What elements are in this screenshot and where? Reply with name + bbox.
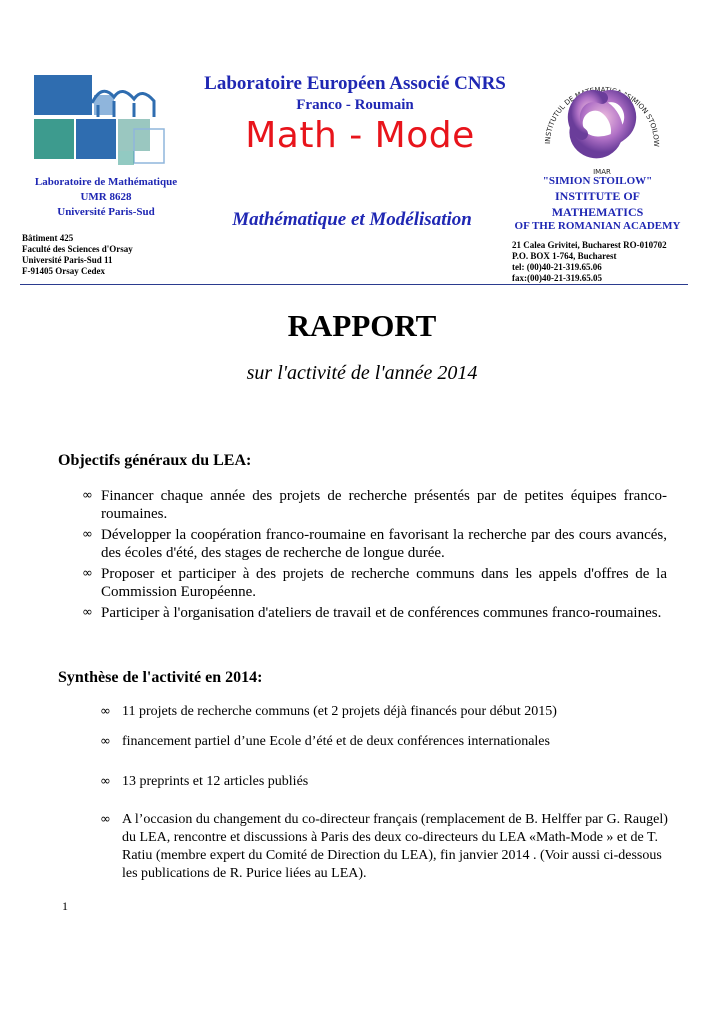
infinity-bullet-icon: ∞ bbox=[100, 812, 111, 827]
address-line: fax:(00)40-21-319.65.05 bbox=[512, 273, 602, 283]
infinity-bullet-icon: ∞ bbox=[82, 605, 93, 620]
list-item bbox=[100, 811, 670, 883]
page-subtitle: sur l'activité de l'année 2014 bbox=[246, 362, 478, 384]
synthesis-list bbox=[100, 703, 670, 883]
section-heading-objectives: Objectifs généraux du LEA: bbox=[58, 452, 252, 469]
list-item-text: Développer la coopération franco-roumaine en favorisant la recherche par des cours avancés, des écoles d'été, des stages de recherche de longue durée. bbox=[101, 527, 667, 561]
lab-title: Laboratoire Européen Associé CNRS bbox=[204, 73, 506, 94]
right-institution bbox=[510, 175, 685, 233]
address-line: Université Paris-Sud 11 bbox=[22, 255, 113, 265]
list-item bbox=[100, 773, 670, 791]
list-item bbox=[100, 733, 670, 751]
left-institution bbox=[20, 175, 192, 220]
address-line: 21 Calea Grivitei, Bucharest RO-010702 bbox=[512, 240, 667, 250]
imar-ring-text: INSTITUTUL DE MATEMATICA "SIMION STOILOW bbox=[543, 85, 661, 147]
address-line: F-91405 Orsay Cedex bbox=[22, 266, 105, 276]
infinity-bullet-icon: ∞ bbox=[82, 488, 93, 503]
list-item bbox=[100, 703, 670, 721]
left-institution-line: Laboratoire de Mathématique bbox=[34, 176, 178, 188]
list-item-text: Proposer et participer à des projets de recherche communs dans les appels d'offres de la Commission Européenne. bbox=[101, 566, 667, 600]
objectives-list bbox=[82, 487, 667, 625]
list-item-text: financement partiel d’une Ecole d’été et de deux conférences internationales bbox=[122, 734, 550, 749]
right-institution-line: OF THE ROMANIAN ACADEMY bbox=[514, 220, 681, 232]
imar-logo bbox=[528, 70, 676, 180]
address-line: tel: (00)40-21-319.65.06 bbox=[512, 262, 602, 272]
left-address bbox=[22, 233, 202, 277]
right-institution-line: MATHEMATICS bbox=[551, 205, 644, 219]
cnrs-lab-logo bbox=[30, 73, 180, 171]
list-item-text: Financer chaque année des projets de recherche présentés par de petites équipes franco-roumaines. bbox=[101, 488, 667, 522]
list-item bbox=[82, 565, 667, 601]
list-item-text: 13 preprints et 12 articles publiés bbox=[122, 774, 309, 789]
left-institution-line: UMR 8628 bbox=[80, 191, 132, 203]
header-divider bbox=[20, 284, 688, 285]
right-address bbox=[512, 240, 692, 284]
section-heading-synthesis: Synthèse de l'activité en 2014: bbox=[58, 669, 263, 686]
right-institution-line: INSTITUTE OF bbox=[554, 189, 641, 203]
list-item bbox=[82, 526, 667, 562]
infinity-bullet-icon: ∞ bbox=[82, 566, 93, 581]
page-title: RAPPORT bbox=[287, 308, 437, 343]
page-number: 1 bbox=[62, 899, 68, 913]
infinity-bullet-icon: ∞ bbox=[100, 704, 111, 719]
infinity-bullet-icon: ∞ bbox=[82, 527, 93, 542]
address-line: Bâtiment 425 bbox=[22, 233, 74, 243]
infinity-bullet-icon: ∞ bbox=[100, 734, 111, 749]
lab-subtitle: Franco - Roumain bbox=[296, 97, 414, 113]
list-item-text: A l’occasion du changement du co-directeur français (remplacement de B. Helffer par G. Raugel) du LEA, rencontre et discussions à Paris des deux co-directeurs du LEA «Math-Mode » et de T. Ratiu (membre expert du Comité de Direction du LEA), fin janvier 2014 . (Voir aussi ci-dessous les publications de R. Purice liées au LEA). bbox=[122, 812, 668, 881]
left-institution-line: Université Paris-Sud bbox=[57, 206, 155, 218]
trefoil-knot-icon bbox=[574, 96, 630, 152]
right-institution-line: "SIMION STOILOW" bbox=[542, 175, 653, 187]
infinity-bullet-icon: ∞ bbox=[100, 774, 111, 789]
imar-caption: IMAR bbox=[593, 168, 611, 176]
list-item-text: 11 projets de recherche communs (et 2 projets déjà financés pour début 2015) bbox=[122, 704, 557, 719]
lab-tagline: Mathématique et Modélisation bbox=[232, 209, 472, 230]
list-item bbox=[82, 487, 667, 523]
address-line: P.O. BOX 1-764, Bucharest bbox=[512, 251, 617, 261]
address-line: Faculté des Sciences d'Orsay bbox=[22, 244, 133, 254]
list-item bbox=[82, 604, 667, 622]
lab-name: Math - Mode bbox=[245, 115, 475, 156]
list-item-text: Participer à l'organisation d'ateliers de travail et de conférences communes franco-roumaines. bbox=[101, 605, 662, 621]
